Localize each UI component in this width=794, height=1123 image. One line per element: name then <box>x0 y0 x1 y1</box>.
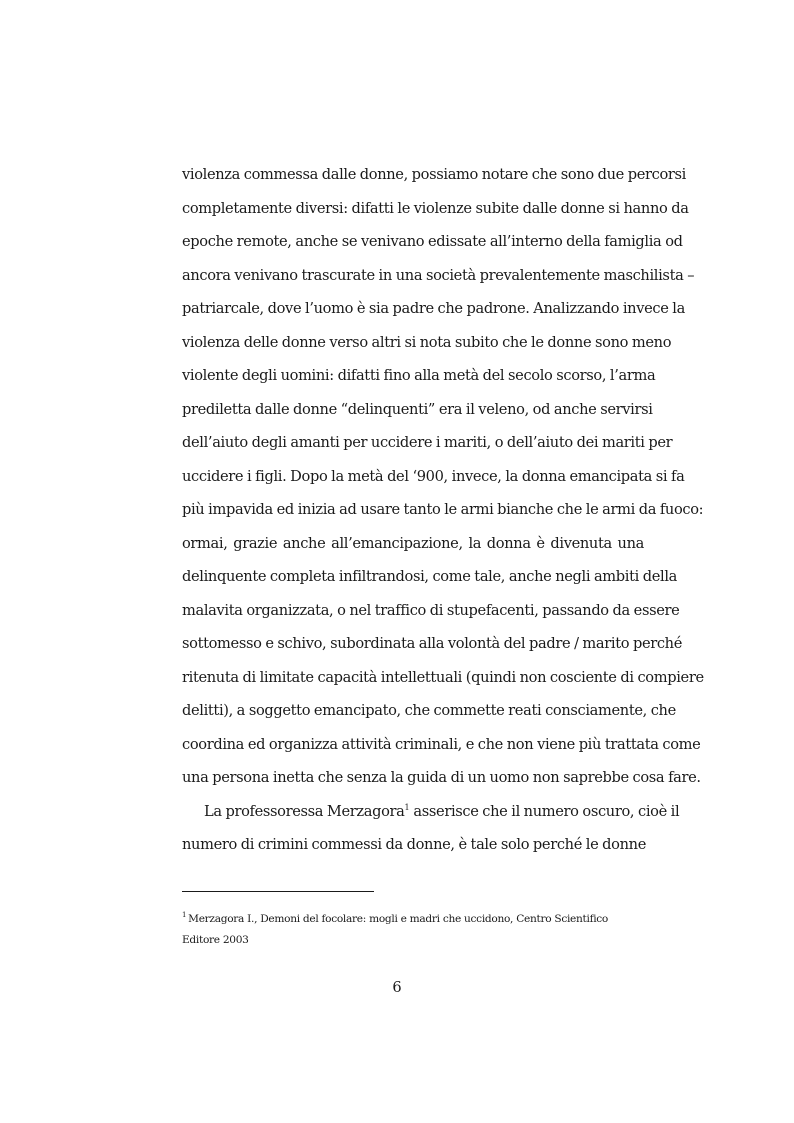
footnote-separator <box>182 891 374 892</box>
paragraph-2-text: La professoressa Merzagora <box>204 802 405 820</box>
paragraph-2-text-continued: asserisce che il numero oscuro, cioè il <box>409 802 680 820</box>
text-line: violenza commessa dalle donne, possiamo notare che sono due percorsi <box>182 166 686 183</box>
text-line: più impavida ed inizia ad usare tanto le armi bianche che le armi da fuoco: <box>182 501 704 518</box>
text-line: violente degli uomini: difatti fino alla metà del secolo scorso, l’arma <box>182 367 656 384</box>
text-line: sottomesso e schivo, subordinata alla volontà del padre / marito perché <box>182 635 683 652</box>
text-line: prediletta dalle donne “delinquenti” era il veleno, od anche servirsi <box>182 400 653 418</box>
text-line: malavita organizzata, o nel traffico di stupefacenti, passando da essere <box>182 601 680 619</box>
text-line-paragraph-end: una persona inetta che senza la guida di un uomo non saprebbe cosa fare. <box>182 769 701 786</box>
text-line: delinquente completa infiltrandosi, come tale, anche negli ambiti della <box>182 568 677 585</box>
page-number: 6 <box>392 979 402 996</box>
text-line: patriarcale, dove l’uomo è sia padre che padrone. Analizzando invece la <box>182 300 685 317</box>
text-line: ancora venivano trascurate in una società prevalentemente maschilista – <box>182 266 695 284</box>
text-line: ritenuta di limitate capacità intellettuali (quindi non cosciente di compiere <box>182 668 704 686</box>
text-line: violenza delle donne verso altri si nota subito che le donne sono meno <box>182 333 672 351</box>
text-line: coordina ed organizza attività criminali, e che non viene più trattata come <box>182 735 701 753</box>
paragraph-2-line-2: numero di crimini commessi da donne, è tale solo perché le donne <box>182 836 646 853</box>
body-text <box>182 158 704 862</box>
footnote-reference-mark[interactable]: 1 <box>404 802 410 812</box>
text-line: epoche remote, anche se venivano edissate all’interno della famiglia od <box>182 233 683 250</box>
footnote-number: 1 <box>182 911 187 920</box>
footnote-text: Merzagora I., Demoni del focolare: mogli e madri che uccidono, Centro Scientifico <box>188 913 608 925</box>
text-line: completamente diversi: difatti le violenze subite dalle donne si hanno da <box>182 199 689 217</box>
paragraph-2-line-1 <box>182 795 680 829</box>
text-line: delitti), a soggetto emancipato, che commette reati consciamente, che <box>182 702 676 719</box>
footnote-line-2: Editore 2003 <box>182 934 249 946</box>
footnote <box>182 909 644 951</box>
text-line: dell’aiuto degli amanti per uccidere i mariti, o dell’aiuto dei mariti per <box>182 434 673 451</box>
footnote-line-1 <box>182 909 644 930</box>
text-line: uccidere i figli. Dopo la metà del ‘900, invece, la donna emancipata si fa <box>182 467 685 485</box>
text-line: ormai, grazie anche all’emancipazione, la donna è divenuta una <box>182 534 644 552</box>
